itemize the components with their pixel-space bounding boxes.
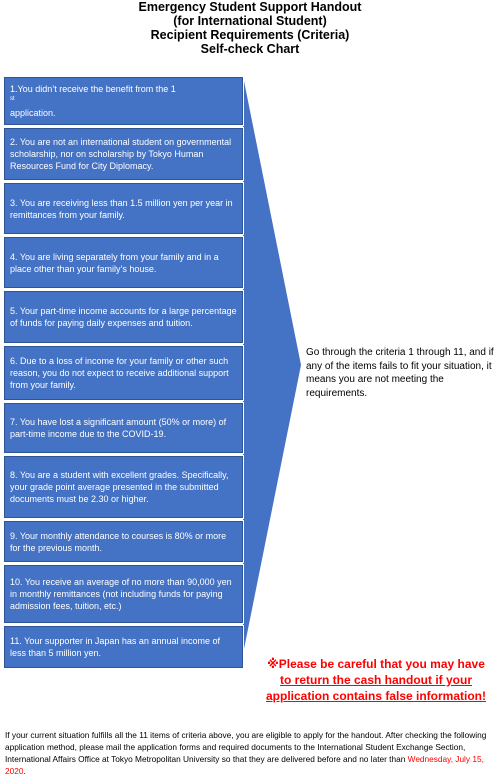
title-line-1: Emergency Student Support Handout bbox=[138, 0, 362, 14]
criterion-text: 1.You didn’t receive the benefit from the 1 bbox=[10, 84, 176, 94]
criterion-10 bbox=[3, 564, 244, 624]
criterion-text: 10. You receive an average of no more than 90,000 yen in monthly remittances (not including funds for paying admission fees, tuition, etc.) bbox=[10, 577, 232, 611]
criterion-text: 5. Your part-time income accounts for a large percentage of funds for paying daily expenses and tuition. bbox=[10, 306, 237, 328]
criterion-text: 11. Your supporter in Japan has an annual income of less than 5 million yen. bbox=[10, 636, 220, 658]
warning-notice bbox=[256, 656, 496, 704]
criterion-1 bbox=[3, 76, 244, 126]
criterion-sup: st bbox=[10, 96, 15, 102]
deadline-date: Wednesday, July 15, 2020 bbox=[5, 754, 484, 776]
warning-line-3: application contains false information! bbox=[265, 689, 487, 703]
criterion-2 bbox=[3, 127, 244, 181]
arrow-shape bbox=[243, 76, 301, 654]
title-line-2: (for International Student) bbox=[173, 14, 327, 28]
footer-instructions bbox=[5, 729, 497, 777]
title-line-3: Recipient Requirements (Criteria) bbox=[150, 28, 350, 42]
criterion-9 bbox=[3, 520, 244, 563]
side-note: Go through the criteria 1 through 11, and if any of the items fails to fit your situation, it means you are not meeting the requirements. bbox=[306, 347, 494, 399]
criterion-3 bbox=[3, 182, 244, 235]
criterion-text: 7. You have lost a significant amount (50% or more) of part-time income due to the COVID-19. bbox=[10, 417, 227, 439]
criterion-5 bbox=[3, 290, 244, 344]
warning-line-2: to return the cash handout if your bbox=[279, 673, 472, 687]
criterion-8 bbox=[3, 455, 244, 519]
footer-text: If your current situation fulfills all the 11 items of criteria above, you are eligible to apply for the handout. After checking the following application method, please mail the application forms and required documents to the International Student Exchange Section, International Affairs Office at Tokyo Metropolitan University so that they are delivered before and no later than bbox=[5, 730, 487, 764]
page-title bbox=[0, 0, 500, 56]
title-line-4: Self-check Chart bbox=[200, 42, 300, 56]
criterion-text: 6. Due to a loss of income for your family or other such reason, you do not expect to receive additional support from your family. bbox=[10, 356, 229, 390]
warning-line-1: ※Please be careful that you may have bbox=[267, 657, 485, 671]
criterion-text: 9. Your monthly attendance to courses is 80% or more for the previous month. bbox=[10, 530, 227, 553]
criterion-6 bbox=[3, 345, 244, 401]
criterion-7 bbox=[3, 402, 244, 454]
criterion-11 bbox=[3, 625, 244, 669]
criterion-text-end: application. bbox=[10, 108, 56, 118]
criterion-4 bbox=[3, 236, 244, 289]
criterion-text: 3. You are receiving less than 1.5 million yen per year in remittances from your family. bbox=[10, 197, 233, 220]
criterion-text: 4. You are living separately from your family and in a place other than your family’s house. bbox=[10, 251, 219, 274]
criterion-text: 2. You are not an international student on governmental scholarship, nor on scholarship by Tokyo Human Resources Fund for City Diplomacy. bbox=[10, 137, 232, 171]
criterion-text: 8. You are a student with excellent grades. Specifically, your grade point average presented in the submitted documents must be 2.30 or higher. bbox=[10, 470, 229, 504]
footer-end: . bbox=[23, 766, 26, 776]
